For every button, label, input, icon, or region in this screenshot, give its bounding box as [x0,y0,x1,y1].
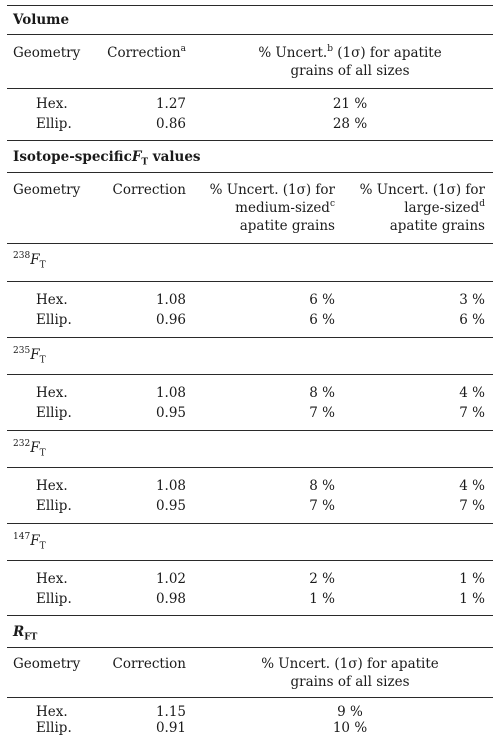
correction-cell: 0.95 [155,498,186,514]
isotope-header-correction: Correction [112,182,186,198]
geometry-cell: Ellip. [36,720,72,736]
medium-cell: 6 % [309,292,335,308]
isotope-title-rule [7,172,493,173]
geometry-cell: Hex. [36,292,68,308]
volume-header-correction: Correction$^a$ [107,43,186,61]
group-rule [7,430,493,431]
volume-section-title: Volume [13,12,70,28]
geometry-cell: Ellip. [36,405,72,421]
correction-cell: 0.91 [155,720,186,736]
medium-cell: 7 % [309,498,335,514]
correction-cell: 1.02 [155,571,186,587]
isotope-group-label-235: $^{235}F_T$ [13,345,46,366]
large-cell: 1 % [459,591,485,607]
isotope-bottom-rule [7,615,493,616]
isotope-section-title: Isotope-specificF$_T$ values [13,149,201,168]
group-rule [7,523,493,524]
rft-header-geometry: Geometry [13,656,81,672]
rft-header-uncert-line2: grains of all sizes [290,674,410,690]
isotope-header-large-line2: large-sized$^d$ [404,198,485,216]
isotope-header-rule [7,243,493,244]
uncert-cell: 21 % [332,96,368,112]
rft-header-correction: Correction [112,656,186,672]
correction-cell: 1.27 [155,96,186,112]
rft-section-title: $R_{FT}$ [13,624,38,643]
isotope-header-medium-line1: % Uncert. (1σ) for [209,182,335,198]
isotope-header-medium-line2: medium-sized$^c$ [235,198,335,216]
medium-cell: 8 % [309,385,335,401]
volume-title-rule [7,34,493,35]
geometry-cell: Hex. [36,478,68,494]
large-cell: 4 % [459,385,485,401]
geometry-cell: Ellip. [36,116,72,132]
isotope-group-label-238: $^{238}F_T$ [13,250,46,271]
volume-bottom-rule [7,140,493,141]
correction-cell: 1.08 [155,385,186,401]
large-cell: 7 % [459,405,485,421]
rft-header-uncert-line1: % Uncert. (1σ) for apatite [261,656,439,672]
geometry-cell: Hex. [36,96,68,112]
geometry-cell: Hex. [36,385,68,401]
isotope-group-label-147: $^{147}F_T$ [13,531,46,552]
large-cell: 1 % [459,571,485,587]
correction-cell: 1.08 [155,478,186,494]
group-rule [7,467,493,468]
volume-header-uncert-line2: grains of all sizes [290,63,410,79]
isotope-group-label-232: $^{232}F_T$ [13,438,46,459]
large-cell: 7 % [459,498,485,514]
group-rule [7,281,493,282]
volume-header-geometry: Geometry [13,45,81,61]
volume-header-uncert: % Uncert.$^b$ (1σ) for apatite [258,43,442,61]
group-rule [7,560,493,561]
geometry-cell: Ellip. [36,312,72,328]
uncert-cell: 9 % [337,704,363,720]
uncert-cell: 28 % [332,116,368,132]
medium-cell: 2 % [309,571,335,587]
large-cell: 3 % [459,292,485,308]
large-cell: 4 % [459,478,485,494]
geometry-cell: Hex. [36,571,68,587]
correction-cell: 0.95 [155,405,186,421]
medium-cell: 6 % [309,312,335,328]
rft-title-rule [7,647,493,648]
rft-header-rule [7,697,493,698]
medium-cell: 8 % [309,478,335,494]
isotope-header-geometry: Geometry [13,182,81,198]
group-rule [7,374,493,375]
volume-header-rule [7,88,493,89]
geometry-cell: Hex. [36,704,68,720]
large-cell: 6 % [459,312,485,328]
correction-cell: 1.15 [155,704,186,720]
geometry-cell: Ellip. [36,591,72,607]
correction-cell: 0.96 [155,312,186,328]
isotope-header-large-line1: % Uncert. (1σ) for [359,182,485,198]
correction-cell: 0.86 [155,116,186,132]
geometry-cell: Ellip. [36,498,72,514]
correction-cell: 1.08 [155,292,186,308]
top-rule [7,5,493,6]
correction-cell: 0.98 [155,591,186,607]
group-rule [7,337,493,338]
isotope-header-medium-line3: apatite grains [239,218,335,234]
uncert-cell: 10 % [332,720,368,736]
medium-cell: 7 % [309,405,335,421]
isotope-header-large-line3: apatite grains [389,218,485,234]
medium-cell: 1 % [309,591,335,607]
